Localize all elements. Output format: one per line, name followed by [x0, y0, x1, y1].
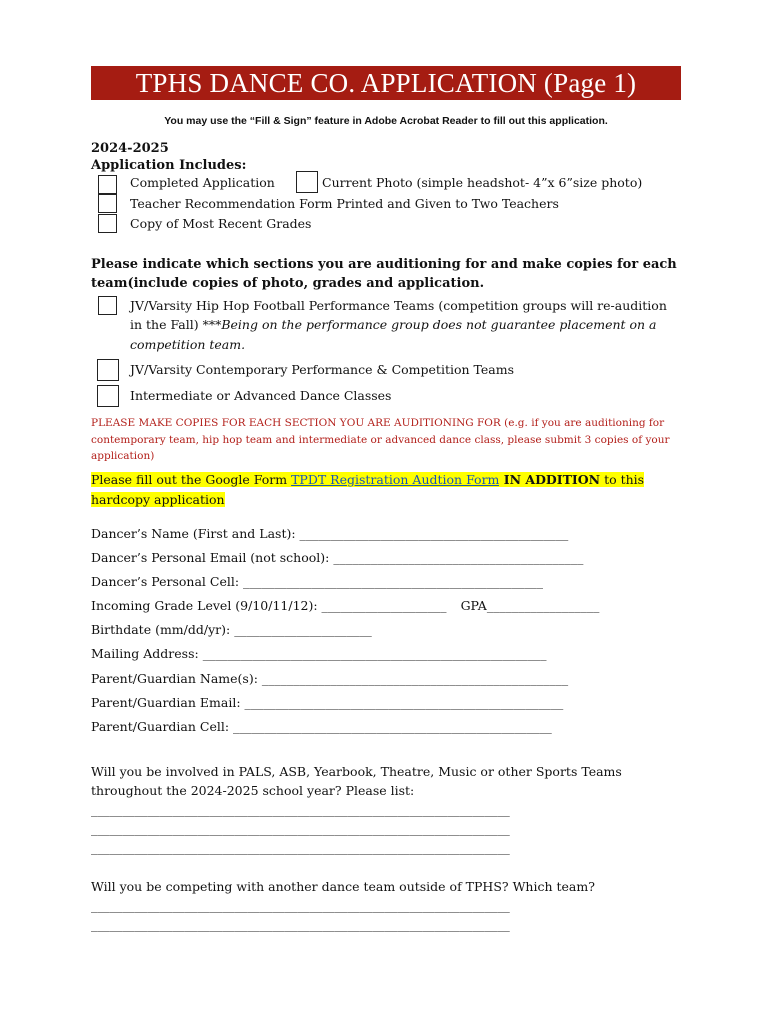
includes-row-2	[91, 194, 681, 215]
application-page	[91, 66, 681, 934]
outside-team-answer-line-1[interactable]: ___________________________________________________________________	[91, 898, 510, 914]
contemporary-checkbox[interactable]	[97, 359, 119, 381]
google-form-instruction	[91, 470, 681, 510]
completed-application-checkbox[interactable]	[98, 175, 117, 194]
recent-grades-label: Copy of Most Recent Grades	[130, 216, 312, 231]
birthdate-field[interactable]: Birthdate (mm/dd/yr): ______________________	[91, 622, 372, 638]
hiphop-checkbox[interactable]	[98, 296, 117, 315]
hiphop-section-row	[91, 296, 681, 355]
hiphop-disclaimer: Being on the performance group does not guarantee placement on a competition team.	[130, 317, 657, 352]
google-form-text-before: Please fill out the Google Form	[91, 471, 292, 487]
outside-team-answer-line-2[interactable]: ___________________________________________________________________	[91, 917, 510, 933]
grade-gpa-row	[91, 596, 681, 620]
title-bar	[91, 66, 681, 100]
dancer-info-fields	[91, 524, 681, 742]
google-form-text-after: to this hardcopy application	[91, 471, 645, 507]
classes-label: Intermediate or Advanced Dance Classes	[130, 388, 392, 403]
hiphop-label: JV/Varsity Hip Hop Football Performance Teams (competition groups will re-audition in the Fall) ***	[130, 297, 667, 332]
in-addition-text: IN ADDITION	[499, 471, 601, 487]
fill-sign-note: You may use the “Fill & Sign” feature in Adobe Acrobat Reader to fill out this application.	[164, 115, 608, 127]
school-year: 2024-2025	[91, 141, 169, 156]
completed-application-label: Completed Application	[130, 175, 275, 190]
guardian-cell-field[interactable]: Parent/Guardian Cell: ___________________________________________________	[91, 719, 552, 734]
dancer-email-field[interactable]: Dancer’s Personal Email (not school): ________________________________________	[91, 549, 584, 565]
includes-row-1	[91, 173, 681, 194]
classes-checkbox[interactable]	[97, 385, 119, 407]
includes-row-3	[91, 214, 681, 235]
teacher-recommendation-checkbox[interactable]	[98, 194, 117, 213]
dancer-cell-field[interactable]: Dancer’s Personal Cell: ________________________________________________	[91, 573, 544, 589]
mailing-address-field[interactable]: Mailing Address: _______________________________________________________	[91, 646, 547, 662]
sections-heading: Please indicate which sections you are auditioning for and make copies for each team(include copies of photo, grades and application.	[91, 256, 677, 291]
page-title: TPHS DANCE CO. APPLICATION (Page 1)	[135, 67, 637, 98]
current-photo-checkbox[interactable]	[296, 171, 318, 193]
activities-question: Will you be involved in PALS, ASB, Yearbook, Theatre, Music or other Sports Teams throughout the 2024-2025 school year? Please list:	[91, 764, 622, 799]
guardian-name-field[interactable]: Parent/Guardian Name(s): _________________________________________________	[91, 670, 569, 686]
grade-level-field[interactable]: Incoming Grade Level (9/10/11/12): ____________________	[91, 598, 447, 614]
guardian-email-field[interactable]: Parent/Guardian Email: ___________________________________________________	[91, 694, 564, 710]
registration-form-link[interactable]: TPDT Registration Audtion Form	[291, 471, 500, 487]
copies-warning: PLEASE MAKE COPIES FOR EACH SECTION YOU ARE AUDITIONING FOR (e.g. if you are auditioning for contemporary team, hip hop team and intermediate or advanced dance class, please submit 3 copies of your application)	[91, 417, 670, 462]
includes-heading: Application Includes:	[91, 158, 247, 173]
activities-answer-line-1[interactable]: ___________________________________________________________________	[91, 802, 510, 818]
teacher-recommendation-label: Teacher Recommendation Form Printed and Given to Two Teachers	[130, 195, 559, 211]
contemporary-label: JV/Varsity Contemporary Performance & Competition Teams	[130, 362, 515, 377]
classes-section-row	[91, 385, 681, 407]
activities-answer-line-3[interactable]: ___________________________________________________________________	[91, 840, 510, 856]
activities-answer-line-2[interactable]: ___________________________________________________________________	[91, 821, 510, 837]
outside-team-question: Will you be competing with another dance team outside of TPHS? Which team?	[91, 879, 595, 895]
dancer-name-field[interactable]: Dancer’s Name (First and Last): ___________________________________________	[91, 525, 569, 541]
recent-grades-checkbox[interactable]	[98, 214, 117, 233]
contemporary-section-row	[91, 359, 681, 381]
current-photo-label: Current Photo (simple headshot- 4”x 6”size photo)	[322, 175, 643, 190]
gpa-field[interactable]: GPA__________________	[460, 598, 600, 614]
